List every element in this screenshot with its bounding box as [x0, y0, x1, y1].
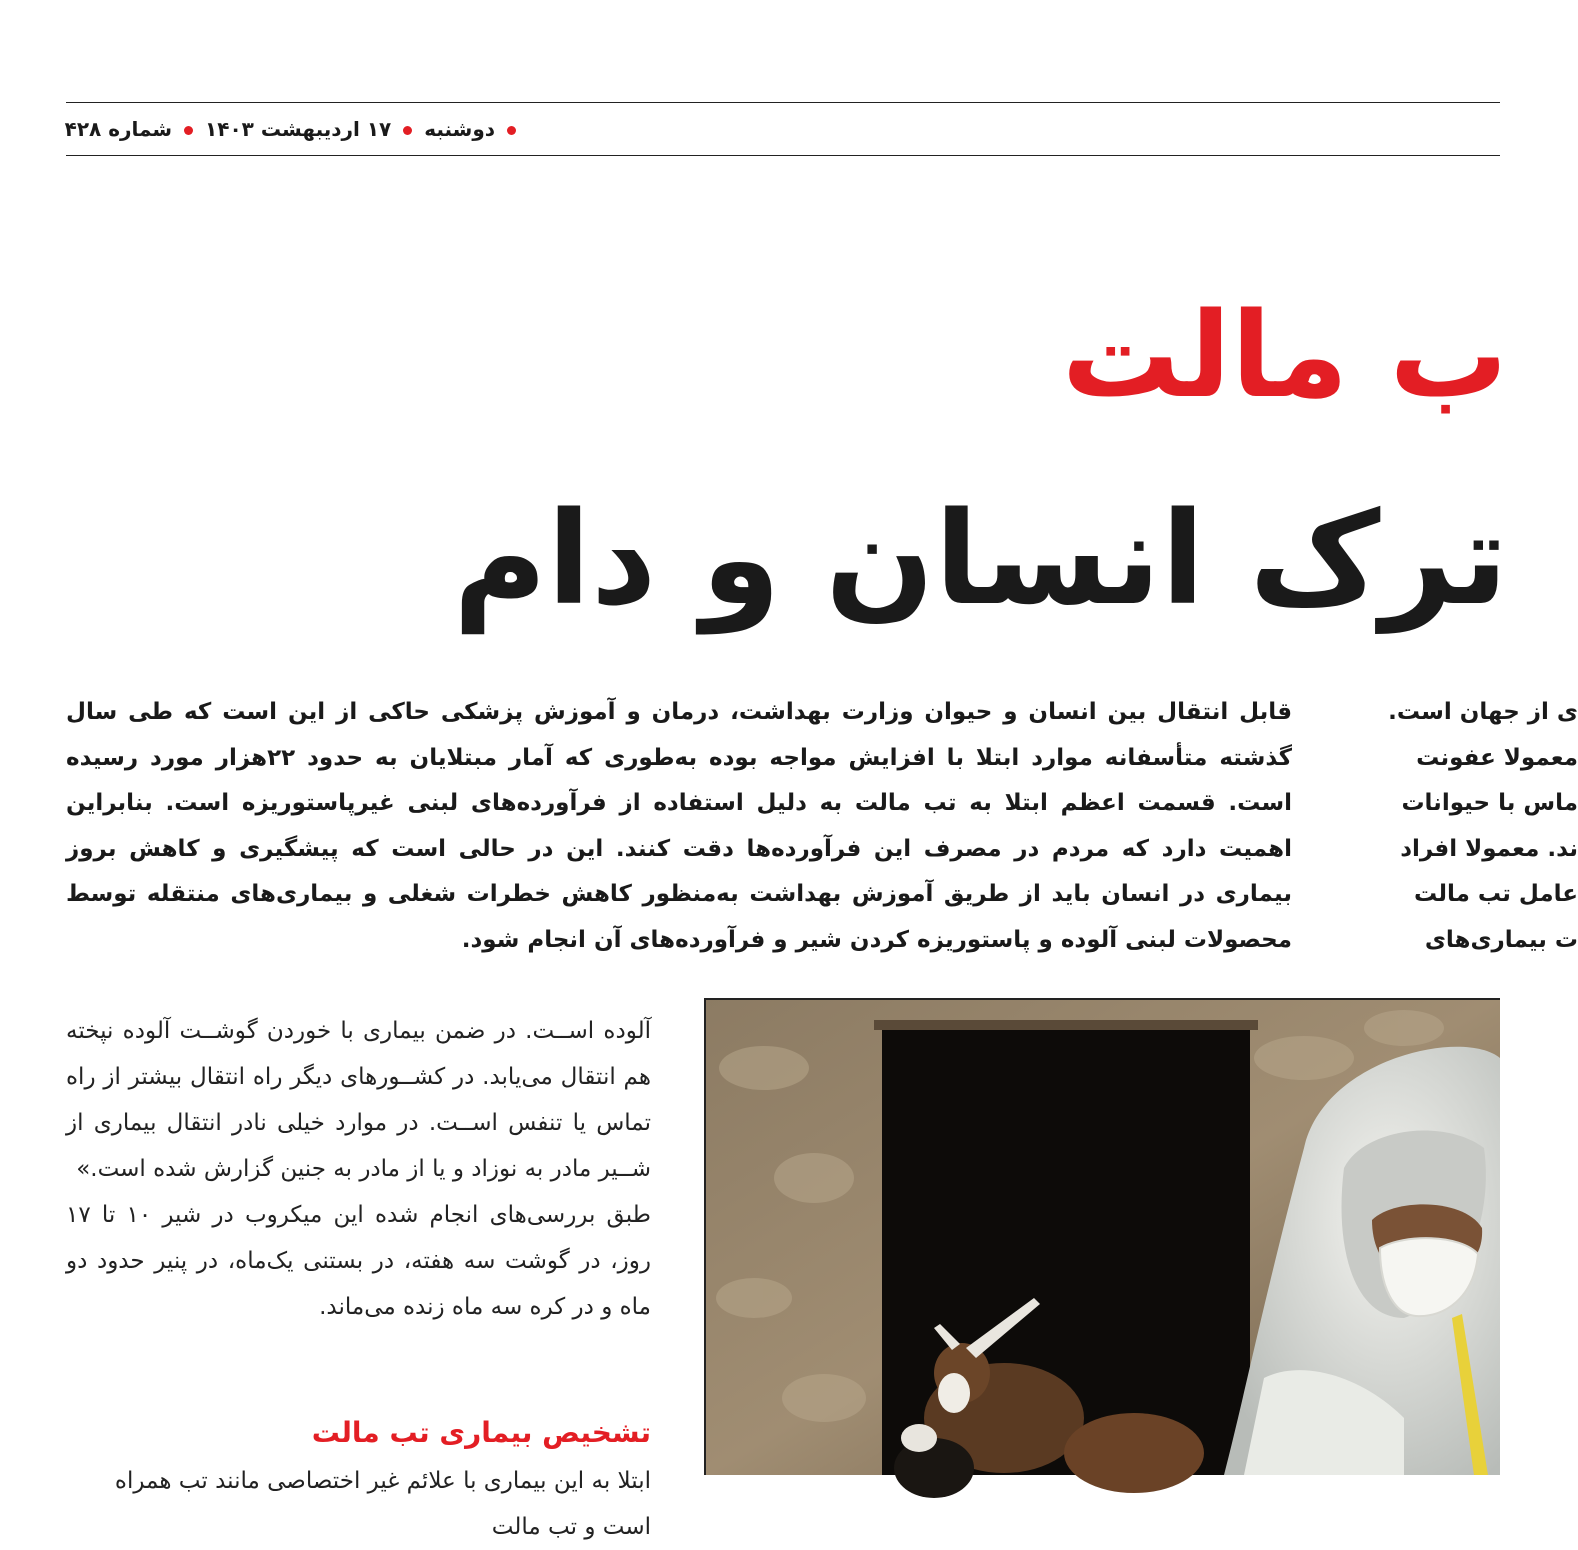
bullet-dot-icon — [507, 126, 516, 135]
bullet-dot-icon — [403, 126, 412, 135]
side-column — [1338, 690, 1578, 963]
bullet-dot-icon — [184, 126, 193, 135]
health-worker-with-goats-image — [704, 998, 1500, 1475]
issue-number-label: شماره ۴۲۸ — [64, 117, 173, 141]
issue-header — [66, 110, 521, 148]
side-column-line: ی از جهان است. — [1388, 699, 1578, 725]
article-photo — [704, 998, 1500, 1475]
side-column-line: معمولا عفونت — [1416, 744, 1578, 771]
side-column-line: ماس با حیوانات — [1401, 790, 1578, 816]
body-paragraph: آلوده اســت. در ضمن بیماری با خوردن گوشــت آلوده نپخته هم انتقال می‌یابد. در کشــورهای دیگر راه انتقال بیشتر از راه تماس یا تنفس اســت. در موارد خیلی نادر انتقال بیماری از شــیر مادر به نوزاد و یا از مادر به جنین گزارش شده است.» — [66, 1018, 651, 1182]
weekday-label: دوشنبه — [424, 117, 496, 141]
date-label: ۱۷ اردیبهشت ۱۴۰۳ — [205, 117, 392, 141]
section-subheading: تشخیص بیماری تب مالت — [311, 1416, 651, 1449]
body-continuation: ابتلا به این بیماری با علائم غیر اختصاصی مانند تب همراه است و تب مالت — [114, 1468, 651, 1540]
top-rule — [66, 102, 1500, 103]
headline-line-1: ب مالت — [1061, 286, 1508, 424]
body-paragraph: طبق بررسی‌های انجام شده این میکروب در شیر ۱۰ تا ۱۷ روز، در گوشت سه هفته، در بستنی یک‌ماه، در پنیر حدود دو ماه و در کره سه ماه زنده می‌ماند. — [66, 1202, 651, 1320]
header-bottom-rule — [66, 155, 1500, 156]
side-column-line: ند. معمولا افراد — [1400, 835, 1578, 862]
headline-line-2: ترک انسان و دام — [453, 485, 1508, 634]
body-column — [66, 1008, 651, 1330]
side-column-line: عامل تب مالت — [1414, 881, 1578, 907]
lead-paragraph: قابل انتقال بین انسان و حیوان وزارت بهداشت، درمان و آموزش پزشکی حاکی از این است که طی سال گذشته متأسفانه موارد ابتلا با افزایش مواجه بوده به‌طوری که آمار مبتلایان به حدود ۲۲هزار مورد رسیده است. قسمت اعظم ابتلا به تب مالت به دلیل استفاده از فرآورده‌های لبنی غیرپاستوریزه است. بنابراین اهمیت دارد که مردم در مصرف این فرآورده‌ها دقت کنند. این در حالی است که پیشگیری و کاهش بروز بیماری در انسان باید از طریق آموزش بهداشت به‌منظور کاهش خطرات شغلی و بیماری‌های منتقله توسط محصولات لبنی آلوده و پاستوریزه کردن شیر و فرآورده‌های آن انجام شود. — [66, 699, 1292, 953]
side-column-line: ت بیماری‌های — [1424, 926, 1578, 953]
